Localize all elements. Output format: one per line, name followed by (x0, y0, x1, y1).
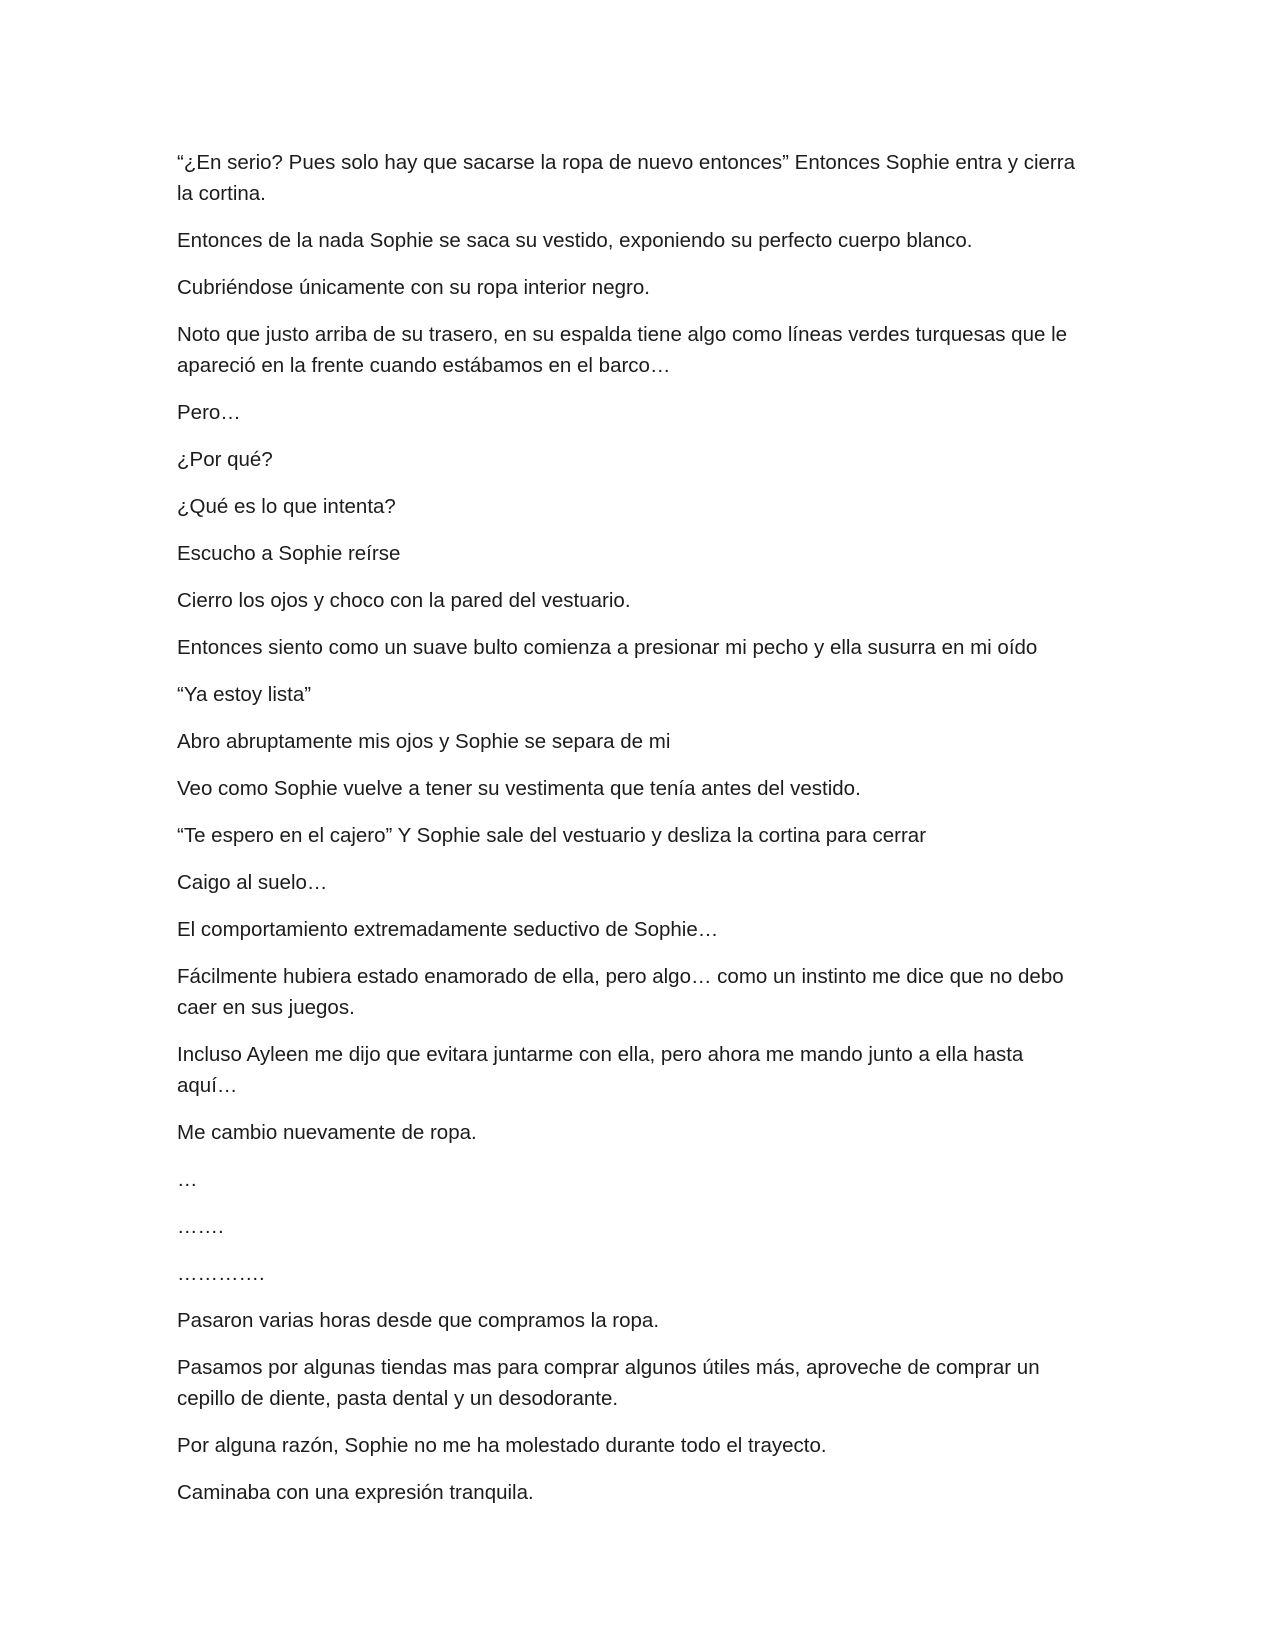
paragraph: El comportamiento extremadamente seductivo de Sophie… (177, 918, 719, 941)
paragraph: Pero… (177, 401, 241, 424)
paragraph: Incluso Ayleen me dijo que evitara juntarme con ella, pero ahora me mando junto a ella hasta aquí… (177, 1043, 1024, 1097)
paragraph: Entonces de la nada Sophie se saca su vestido, exponiendo su perfecto cuerpo blanco. (177, 229, 973, 252)
paragraph: Caminaba con una expresión tranquila. (177, 1481, 534, 1504)
paragraph: Cierro los ojos y choco con la pared del vestuario. (177, 589, 631, 612)
paragraph: … (177, 1168, 198, 1191)
paragraph: Fácilmente hubiera estado enamorado de ella, pero algo… como un instinto me dice que no debo caer en sus juegos. (177, 965, 1064, 1019)
paragraph: Abro abruptamente mis ojos y Sophie se separa de mi (177, 730, 671, 753)
paragraph: ¿Qué es lo que intenta? (177, 495, 396, 518)
paragraph: Noto que justo arriba de su trasero, en su espalda tiene algo como líneas verdes turquesas que le apareció en la frente cuando estábamos en el barco… (177, 323, 1068, 377)
document-body (177, 147, 1087, 1524)
paragraph: Escucho a Sophie reírse (177, 542, 401, 565)
paragraph: Veo como Sophie vuelve a tener su vestimenta que tenía antes del vestido. (177, 777, 861, 800)
paragraph: “¿En serio? Pues solo hay que sacarse la ropa de nuevo entonces” Entonces Sophie entra y cierra la cortina. (177, 151, 1075, 205)
paragraph: ……. (177, 1215, 224, 1238)
paragraph: Pasamos por algunas tiendas mas para comprar algunos útiles más, aproveche de comprar un cepillo de diente, pasta dental y un desodorante. (177, 1356, 1040, 1410)
paragraph: Pasaron varias horas desde que compramos la ropa. (177, 1309, 660, 1332)
paragraph: Cubriéndose únicamente con su ropa interior negro. (177, 276, 650, 299)
paragraph: Me cambio nuevamente de ropa. (177, 1121, 477, 1144)
paragraph: “Ya estoy lista” (177, 683, 312, 706)
paragraph: Por alguna razón, Sophie no me ha molestado durante todo el trayecto. (177, 1434, 827, 1457)
paragraph: Caigo al suelo… (177, 871, 328, 894)
paragraph: …………. (177, 1262, 265, 1285)
paragraph: ¿Por qué? (177, 448, 273, 471)
paragraph: “Te espero en el cajero” Y Sophie sale del vestuario y desliza la cortina para cerrar (177, 824, 927, 847)
paragraph: Entonces siento como un suave bulto comienza a presionar mi pecho y ella susurra en mi oído (177, 636, 1038, 659)
